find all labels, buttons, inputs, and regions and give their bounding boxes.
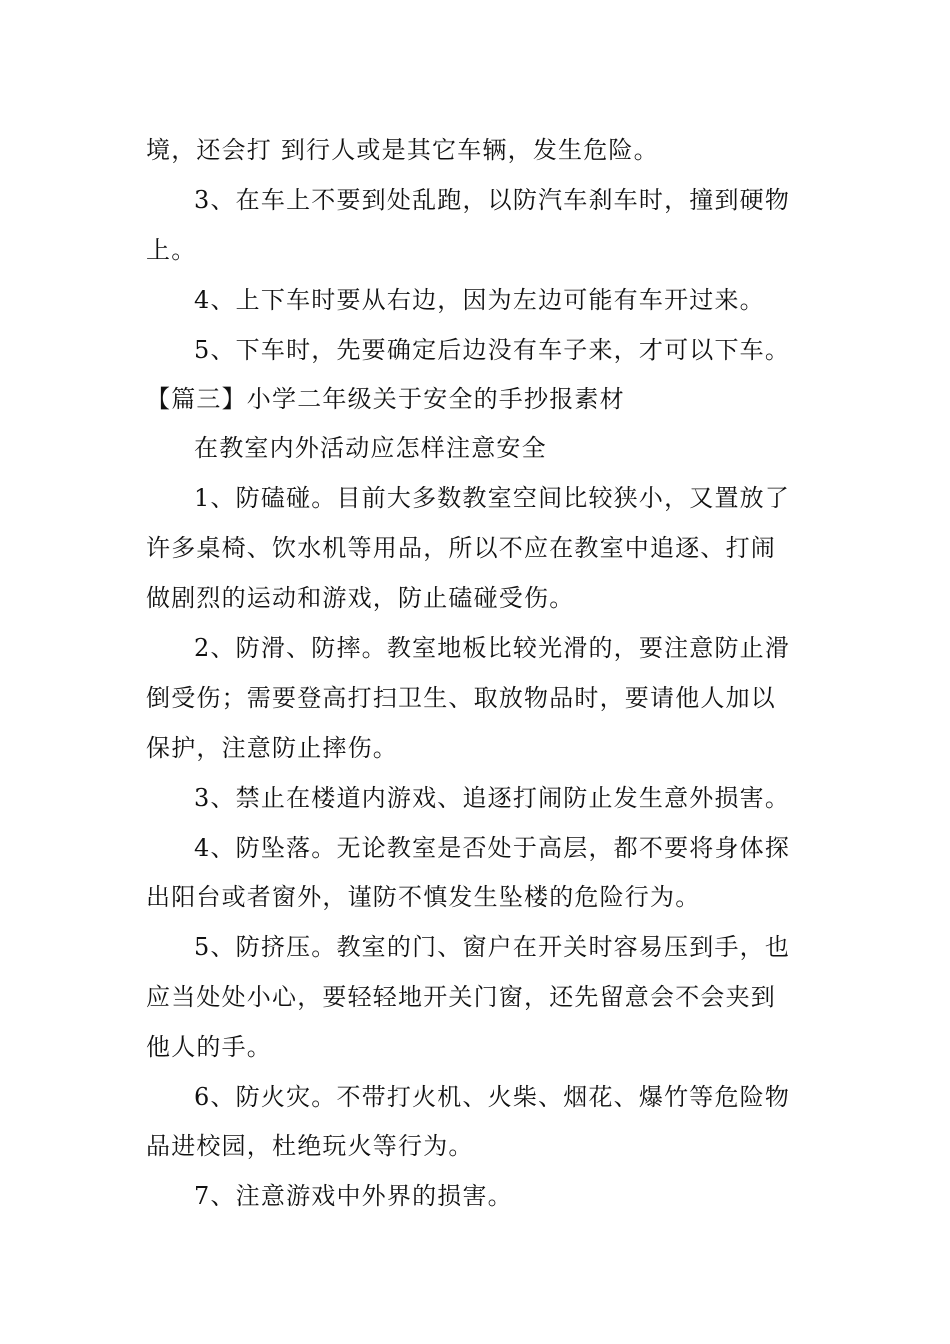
paragraph-line: 4、防坠落。无论教室是否处于高层，都不要将身体探 — [194, 834, 791, 862]
paragraph-line: 倒受伤；需要登高打扫卫生、取放物品时，要请他人加以 — [146, 684, 776, 712]
section-subtitle: 在教室内外活动应怎样注意安全 — [194, 434, 547, 462]
paragraph-line: 保护，注意防止摔伤。 — [146, 734, 398, 762]
paragraph-line: 5、防挤压。教室的门、窗户在开关时容易压到手，也 — [194, 933, 791, 961]
paragraph-line: 7、注意游戏中外界的损害。 — [194, 1182, 513, 1210]
section-heading: 【篇三】小学二年级关于安全的手抄报素材 — [146, 385, 625, 413]
paragraph-line: 出阳台或者窗外，谨防不慎发生坠楼的危险行为。 — [146, 883, 701, 911]
paragraph-line: 5、下车时，先要确定后边没有车子来，才可以下车。 — [194, 336, 791, 364]
paragraph-line: 上。 — [146, 236, 197, 264]
paragraph-line: 6、防火灾。不带打火机、火柴、烟花、爆竹等危险物 — [194, 1083, 791, 1111]
paragraph-line: 1、防磕碰。目前大多数教室空间比较狭小，又置放了 — [194, 484, 791, 512]
paragraph-line: 品进校园，杜绝玩火等行为。 — [146, 1132, 474, 1160]
paragraph-line: 应当处处小心，要轻轻地开关门窗，还先留意会不会夹到 — [146, 983, 776, 1011]
paragraph-line: 3、在车上不要到处乱跑，以防汽车刹车时，撞到硬物 — [194, 186, 791, 214]
paragraph-line: 4、上下车时要从右边，因为左边可能有车开过来。 — [194, 286, 765, 314]
paragraph-line: 许多桌椅、饮水机等用品，所以不应在教室中追逐、打闹 — [146, 534, 776, 562]
paragraph-line: 2、防滑、防摔。教室地板比较光滑的，要注意防止滑 — [194, 634, 791, 662]
paragraph-line: 他人的手。 — [146, 1033, 272, 1061]
paragraph-line: 做剧烈的运动和游戏，防止磕碰受伤。 — [146, 584, 575, 612]
paragraph-line: 3、禁止在楼道内游戏、追逐打闹防止发生意外损害。 — [194, 784, 791, 812]
paragraph-line: 境，还会打 到行人或是其它车辆，发生危险。 — [146, 136, 659, 164]
